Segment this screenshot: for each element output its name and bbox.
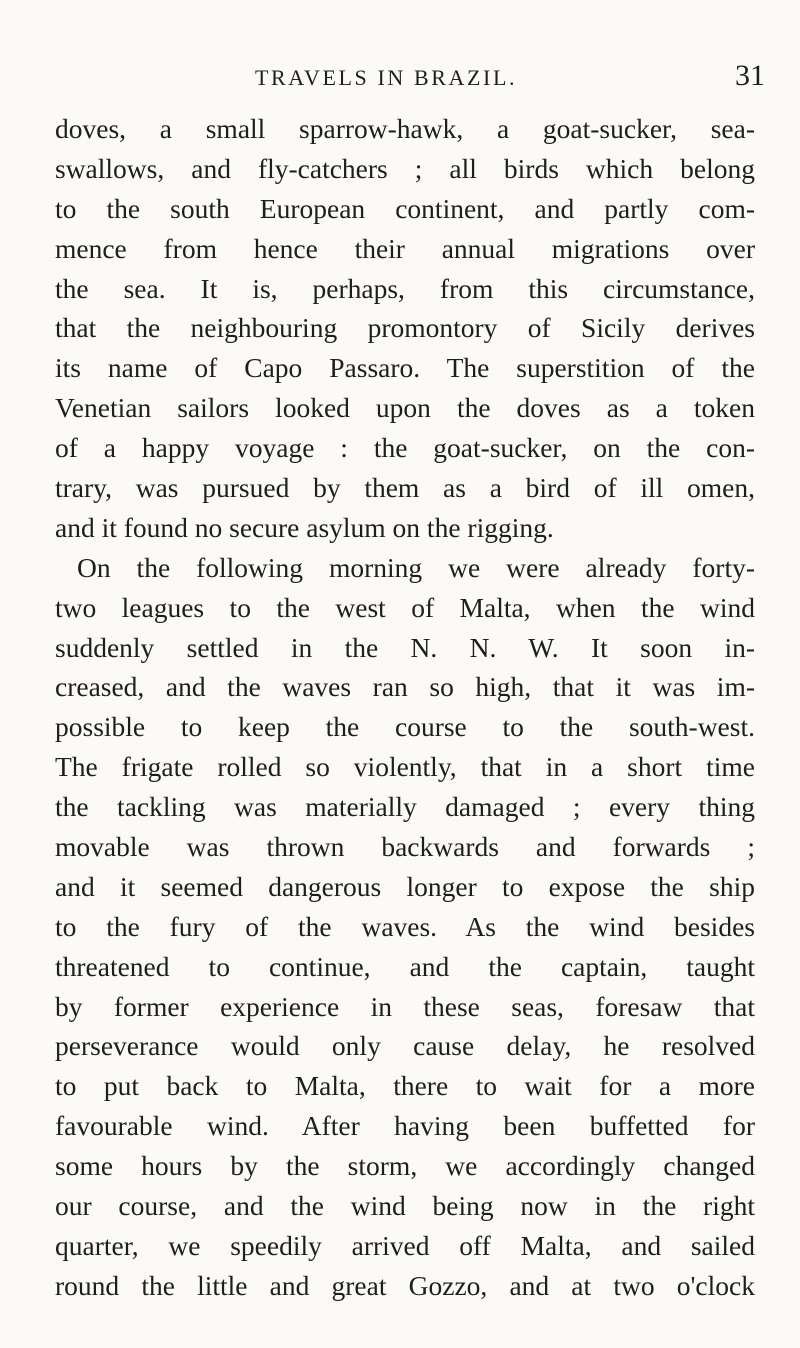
text-line: round the little and great Gozzo, and at two o'clock xyxy=(55,1269,755,1301)
text-line: the tackling was materially damaged ; every thing xyxy=(55,791,755,823)
body-text xyxy=(55,109,755,1306)
text-line: movable was thrown backwards and forwards ; xyxy=(55,831,755,863)
text-line: mence from hence their annual migrations over xyxy=(55,232,755,264)
text-line: threatened to continue, and the captain, taught xyxy=(55,950,755,982)
text-line: some hours by the storm, we accordingly changed xyxy=(55,1150,755,1182)
text-line: swallows, and fly-catchers ; all birds which belong xyxy=(55,152,755,184)
text-line: to the fury of the waves. As the wind besides xyxy=(55,910,755,942)
text-line: possible to keep the course to the south-west. xyxy=(55,711,755,743)
text-line: its name of Capo Passaro. The superstition of the xyxy=(55,352,755,384)
text-line: to the south European continent, and partly com- xyxy=(55,192,755,224)
running-header xyxy=(0,58,800,98)
text-line: quarter, we speedily arrived off Malta, and sailed xyxy=(55,1229,755,1261)
text-line: that the neighbouring promontory of Sicily derives xyxy=(55,312,755,344)
text-line: creased, and the waves ran so high, that it was im- xyxy=(55,671,755,703)
text-line: and it found no secure asylum on the rigging. xyxy=(55,511,554,543)
text-line: Venetian sailors looked upon the doves as a token xyxy=(55,392,755,424)
text-line: trary, was pursued by them as a bird of ill omen, xyxy=(55,472,755,504)
page-number: 31 xyxy=(735,59,765,92)
text-line: two leagues to the west of Malta, when the wind xyxy=(55,591,755,623)
text-line: of a happy voyage : the goat-sucker, on the con- xyxy=(55,432,755,464)
text-line: by former experience in these seas, foresaw that xyxy=(55,990,755,1022)
text-line: favourable wind. After having been buffetted for xyxy=(55,1110,755,1142)
text-line: the sea. It is, perhaps, from this circumstance, xyxy=(55,272,755,304)
paragraph-start-line: On the following morning we were already forty- xyxy=(77,551,755,583)
text-line: suddenly settled in the N. N. W. It soon in- xyxy=(55,631,755,663)
text-line: doves, a small sparrow-hawk, a goat-sucker, sea- xyxy=(55,113,755,144)
text-line: The frigate rolled so violently, that in a short time xyxy=(55,751,755,783)
text-line: our course, and the wind being now in the right xyxy=(55,1190,755,1222)
text-line: perseverance would only cause delay, he resolved xyxy=(55,1030,755,1062)
text-line: and it seemed dangerous longer to expose the ship xyxy=(55,870,755,902)
running-title: TRAVELS IN BRAZIL. xyxy=(255,65,518,90)
text-line: to put back to Malta, there to wait for a more xyxy=(55,1070,755,1102)
